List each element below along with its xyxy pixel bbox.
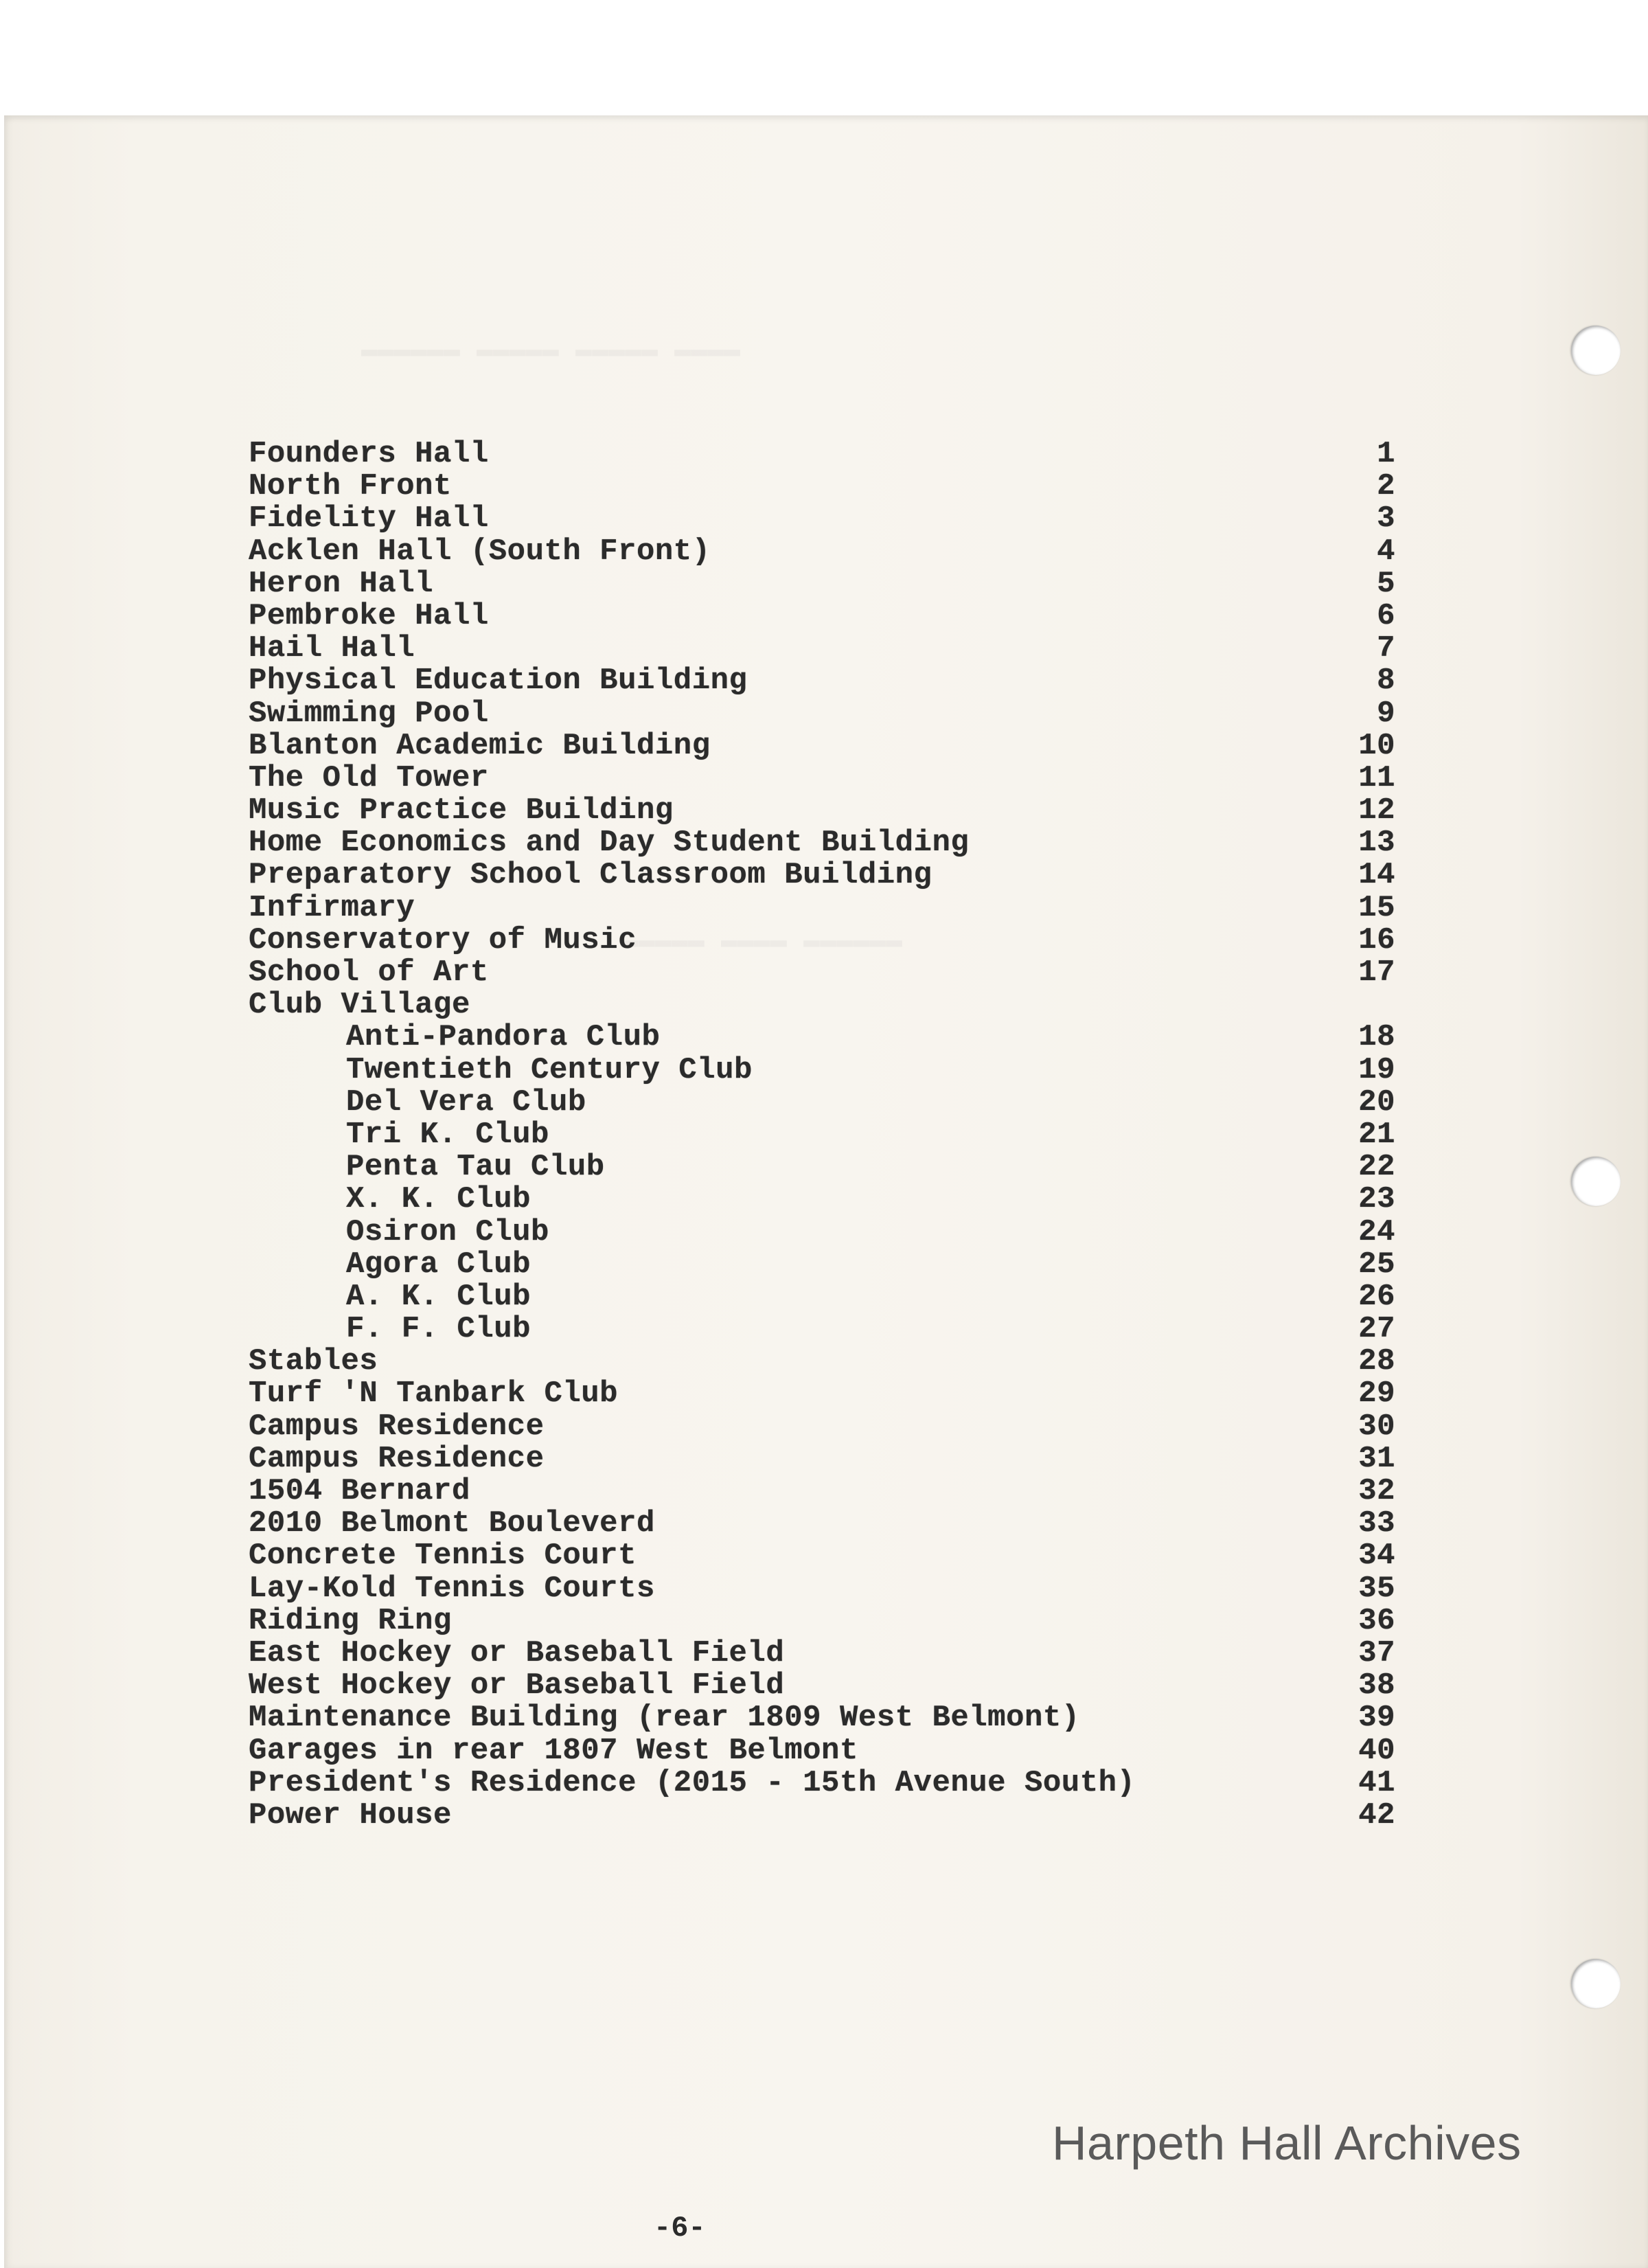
list-item: [249, 438, 1395, 470]
entry-name: East Hockey or Baseball Field: [249, 1635, 785, 1670]
list-item: [249, 762, 1395, 795]
entry-name: Maintenance Building (rear 1809 West Belmont): [249, 1701, 1080, 1736]
bleed-through-text-2: ▬▬▬▬▬▬ ▬▬▬▬ ▬▬▬▬▬: [622, 926, 903, 957]
entry-number: 25: [1358, 1247, 1395, 1282]
entry-number: 10: [1358, 728, 1395, 763]
entry-number: 39: [1358, 1701, 1395, 1736]
list-item: [249, 600, 1395, 633]
entry-number: 2: [1377, 469, 1395, 504]
entry-name: A. K. Club: [346, 1279, 531, 1314]
entry-number: 18: [1358, 1020, 1395, 1055]
entry-name: Tri K. Club: [346, 1117, 549, 1152]
list-item: [249, 1767, 1395, 1800]
entry-number: 38: [1358, 1668, 1395, 1703]
list-item: [249, 1216, 1395, 1249]
entry-name: Club Village: [249, 988, 470, 1023]
entry-number: 17: [1358, 955, 1395, 990]
list-item: [249, 1021, 1395, 1054]
list-item: [249, 1605, 1395, 1637]
entry-name: 2010 Belmont Bouleverd: [249, 1506, 655, 1541]
entry-name: Osiron Club: [346, 1214, 549, 1249]
list-item: [249, 1637, 1395, 1670]
entry-name: F. F. Club: [346, 1312, 531, 1347]
list-item: [249, 1281, 1395, 1313]
entry-name: Anti-Pandora Club: [346, 1020, 661, 1055]
list-item: [249, 795, 1395, 827]
entry-name: Physical Education Building: [249, 664, 748, 699]
entry-number: 40: [1358, 1733, 1395, 1768]
entry-name: Lay-Kold Tennis Courts: [249, 1571, 655, 1606]
entry-name: School of Art: [249, 955, 489, 990]
entry-number: 12: [1358, 793, 1395, 828]
punch-hole-middle: [1571, 1157, 1621, 1206]
list-item: [249, 1800, 1395, 1832]
list-item: [249, 698, 1395, 730]
list-item: [249, 730, 1395, 762]
list-item: [249, 1735, 1395, 1767]
building-list: [249, 438, 1395, 1832]
list-item: [249, 1702, 1395, 1734]
entry-number: 37: [1358, 1635, 1395, 1670]
entry-number: 14: [1358, 858, 1395, 893]
entry-number: 41: [1358, 1765, 1395, 1800]
entry-number: 27: [1358, 1312, 1395, 1347]
entry-name: Garages in rear 1807 West Belmont: [249, 1733, 858, 1768]
list-item: [249, 1183, 1395, 1216]
entry-number: 28: [1358, 1344, 1395, 1379]
punch-hole-top: [1571, 326, 1621, 375]
list-item: [249, 1540, 1395, 1572]
list-item: [249, 1411, 1395, 1443]
entry-number: 24: [1358, 1214, 1395, 1249]
entry-name: West Hockey or Baseball Field: [249, 1668, 785, 1703]
entry-name: X. K. Club: [346, 1182, 531, 1217]
entry-number: 15: [1358, 890, 1395, 925]
entry-name: Stables: [249, 1344, 378, 1379]
entry-name: Del Vera Club: [346, 1085, 586, 1120]
entry-number: 5: [1377, 566, 1395, 601]
list-item: [249, 1087, 1395, 1119]
entry-number: 30: [1358, 1409, 1395, 1444]
archive-watermark: Harpeth Hall Archives: [1052, 2116, 1522, 2170]
list-item: [249, 536, 1395, 568]
entry-number: 32: [1358, 1474, 1395, 1508]
entry-name: Hail Hall: [249, 631, 415, 666]
entry-name: 1504 Bernard: [249, 1474, 470, 1508]
list-item: [249, 1670, 1395, 1702]
entry-name: Power House: [249, 1798, 452, 1833]
entry-number: 36: [1358, 1603, 1395, 1638]
entry-number: 31: [1358, 1441, 1395, 1476]
list-item: [249, 665, 1395, 697]
list-item: [249, 1346, 1395, 1378]
list-item: [249, 633, 1395, 665]
list-item: [249, 1573, 1395, 1605]
entry-number: 34: [1358, 1539, 1395, 1574]
entry-name: Pembroke Hall: [249, 598, 489, 633]
punch-hole-bottom: [1571, 1959, 1621, 2008]
entry-number: 4: [1377, 534, 1395, 569]
entry-name: Penta Tau Club: [346, 1150, 605, 1185]
entry-number: 11: [1358, 760, 1395, 795]
entry-name: Riding Ring: [249, 1603, 452, 1638]
list-item: [249, 470, 1395, 503]
entry-number: 23: [1358, 1182, 1395, 1217]
entry-number: 16: [1358, 922, 1395, 957]
page-number: -6-: [654, 2212, 706, 2245]
entry-name: Twentieth Century Club: [346, 1052, 753, 1087]
list-item: [249, 892, 1395, 925]
list-item: [249, 1443, 1395, 1475]
entry-name: North Front: [249, 469, 452, 504]
entry-name: Turf 'N Tanbark Club: [249, 1376, 619, 1411]
list-item: [249, 1313, 1395, 1346]
entry-name: Infirmary: [249, 890, 415, 925]
list-item: [249, 922, 1395, 957]
entry-name: Heron Hall: [249, 566, 434, 601]
list-item: [249, 957, 1395, 989]
entry-name: Swimming Pool: [249, 696, 489, 731]
entry-number: 19: [1358, 1052, 1395, 1087]
entry-number: 3: [1377, 501, 1395, 536]
entry-number: 22: [1358, 1150, 1395, 1185]
entry-name: Music Practice Building: [249, 793, 674, 828]
list-item: [249, 1249, 1395, 1281]
bleed-through-text: ▬▬▬▬ ▬▬▬▬▬ ▬▬▬▬▬ ▬▬▬▬▬▬: [361, 335, 741, 366]
entry-name: The Old Tower: [249, 760, 489, 795]
list-item: [249, 1151, 1395, 1183]
entry-number: 20: [1358, 1085, 1395, 1120]
entry-name: Conservatory of Music: [249, 922, 637, 957]
list-item: [249, 503, 1395, 535]
list-item: [249, 827, 1395, 859]
entry-number: 13: [1358, 826, 1395, 861]
entry-number: 9: [1377, 696, 1395, 731]
list-item: [249, 1378, 1395, 1410]
list-item: [249, 568, 1395, 600]
entry-name: Founders Hall: [249, 437, 489, 471]
entry-number: 21: [1358, 1117, 1395, 1152]
entry-number: 1: [1377, 437, 1395, 471]
entry-name: Blanton Academic Building: [249, 728, 711, 763]
entry-number: 8: [1377, 664, 1395, 699]
list-item: [249, 859, 1395, 892]
entry-name: Fidelity Hall: [249, 501, 489, 536]
entry-name: Campus Residence: [249, 1409, 545, 1444]
entry-number: 42: [1358, 1798, 1395, 1833]
list-item: [249, 1054, 1395, 1087]
entry-number: 6: [1377, 598, 1395, 633]
list-item: [249, 989, 1395, 1021]
entry-name: President's Residence (2015 - 15th Avenue South): [249, 1765, 1136, 1800]
entry-number: 29: [1358, 1376, 1395, 1411]
entry-number: 7: [1377, 631, 1395, 666]
entry-name: Agora Club: [346, 1247, 531, 1282]
entry-name: Campus Residence: [249, 1441, 545, 1476]
entry-number: 35: [1358, 1571, 1395, 1606]
list-item: [249, 1119, 1395, 1151]
list-item: [249, 1508, 1395, 1540]
list-item: [249, 1475, 1395, 1508]
entry-name: Home Economics and Day Student Building: [249, 826, 970, 861]
entry-number: 33: [1358, 1506, 1395, 1541]
entry-number: 26: [1358, 1279, 1395, 1314]
entry-name: Concrete Tennis Court: [249, 1539, 637, 1574]
entry-name: Acklen Hall (South Front): [249, 534, 711, 569]
entry-name: Preparatory School Classroom Building: [249, 858, 932, 893]
